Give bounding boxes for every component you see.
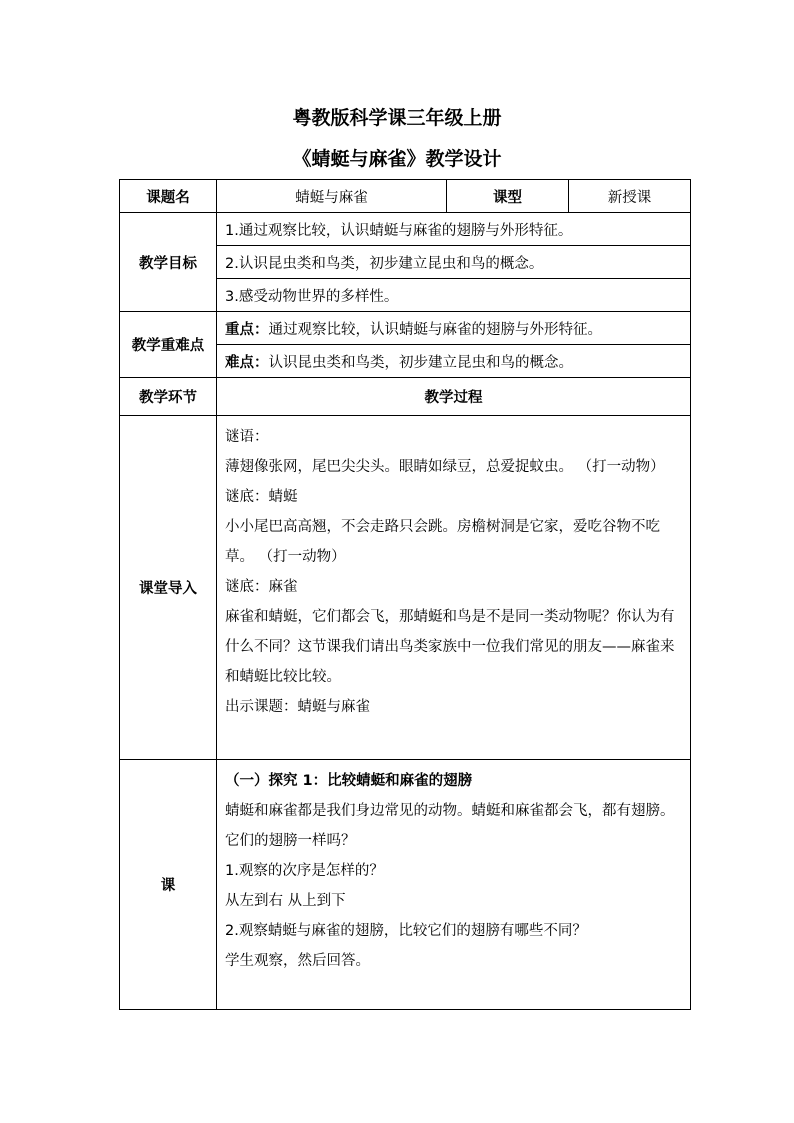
- page-subtitle: 《蜻蜓与麻雀》教学设计: [292, 148, 502, 170]
- lesson-label: 课: [120, 760, 217, 1010]
- goal-item: 2.认识昆虫类和鸟类，初步建立昆虫和鸟的概念。: [217, 246, 691, 279]
- intro-paragraph: 出示课题：蜻蜓与麻雀: [225, 699, 370, 715]
- lesson-paragraph: 从左到右 从上到下: [225, 893, 346, 909]
- difficulty-point: [217, 345, 691, 378]
- intro-paragraph: 薄翅像张网，尾巴尖尖头。眼睛如绿豆，总爱捉蚊虫。 （打一动物）: [225, 459, 665, 475]
- intro-paragraph: 谜底：麻雀: [225, 579, 298, 595]
- difficulty-prefix: 难点：: [225, 354, 269, 371]
- intro-paragraph: 谜底：蜻蜓: [225, 489, 298, 505]
- lesson-heading: （一）探究 1：比较蜻蜓和麻雀的翅膀: [225, 773, 473, 789]
- topic-value: 蜻蜓与麻雀: [217, 180, 447, 213]
- section-label: 教学环节: [120, 378, 217, 416]
- intro-content: [217, 416, 691, 760]
- goal-item: 3.感受动物世界的多样性。: [217, 279, 691, 312]
- lesson-plan-table: [119, 179, 691, 1010]
- type-label: 课型: [447, 180, 569, 213]
- difficulty-text: 认识昆虫类和鸟类，初步建立昆虫和鸟的概念。: [268, 354, 573, 371]
- intro-paragraph: 麻雀和蜻蜓，它们都会飞，那蜻蜓和鸟是不是同一类动物呢？你认为有什么不同？这节课我们请出鸟类家族中一位我们常见的朋友——麻雀来和蜻蜓比较比较。: [225, 609, 675, 685]
- lesson-content: [217, 760, 691, 1010]
- goal-row: [120, 213, 691, 246]
- lesson-paragraph: 学生观察，然后回答。: [225, 953, 370, 969]
- key-point-prefix: 重点：: [225, 321, 269, 338]
- lesson-paragraph: 蜻蜓和麻雀都是我们身边常见的动物。蜻蜓和麻雀都会飞，都有翅膀。它们的翅膀一样吗？: [225, 803, 675, 849]
- topic-label: 课题名: [120, 180, 217, 213]
- goals-label: 教学目标: [120, 213, 217, 312]
- lesson-paragraph: 2.观察蜻蜓与麻雀的翅膀，比较它们的翅膀有哪些不同？: [225, 923, 587, 939]
- key-label: 教学重难点: [120, 312, 217, 378]
- intro-paragraph: 谜语：: [225, 429, 269, 445]
- intro-paragraph: 小小尾巴高高翘，不会走路只会跳。房檐树洞是它家，爱吃谷物不吃草。 （打一动物）: [225, 519, 660, 565]
- lesson-row: [120, 760, 691, 1010]
- goal-item: 1.通过观察比较，认识蜻蜓与麻雀的翅膀与外形特征。: [217, 213, 691, 246]
- section-header-row: [120, 378, 691, 416]
- intro-label: 课堂导入: [120, 416, 217, 760]
- type-value: 新授课: [569, 180, 691, 213]
- process-label: 教学过程: [217, 378, 691, 416]
- lesson-paragraph: 1.观察的次序是怎样的？: [225, 863, 384, 879]
- page-title: 粤教版科学课三年级上册: [292, 107, 502, 129]
- key-point-text: 通过观察比较，认识蜻蜓与麻雀的翅膀与外形特征。: [268, 321, 602, 338]
- intro-row: [120, 416, 691, 760]
- topic-row: [120, 180, 691, 213]
- key-point-row: [120, 312, 691, 345]
- key-point: [217, 312, 691, 345]
